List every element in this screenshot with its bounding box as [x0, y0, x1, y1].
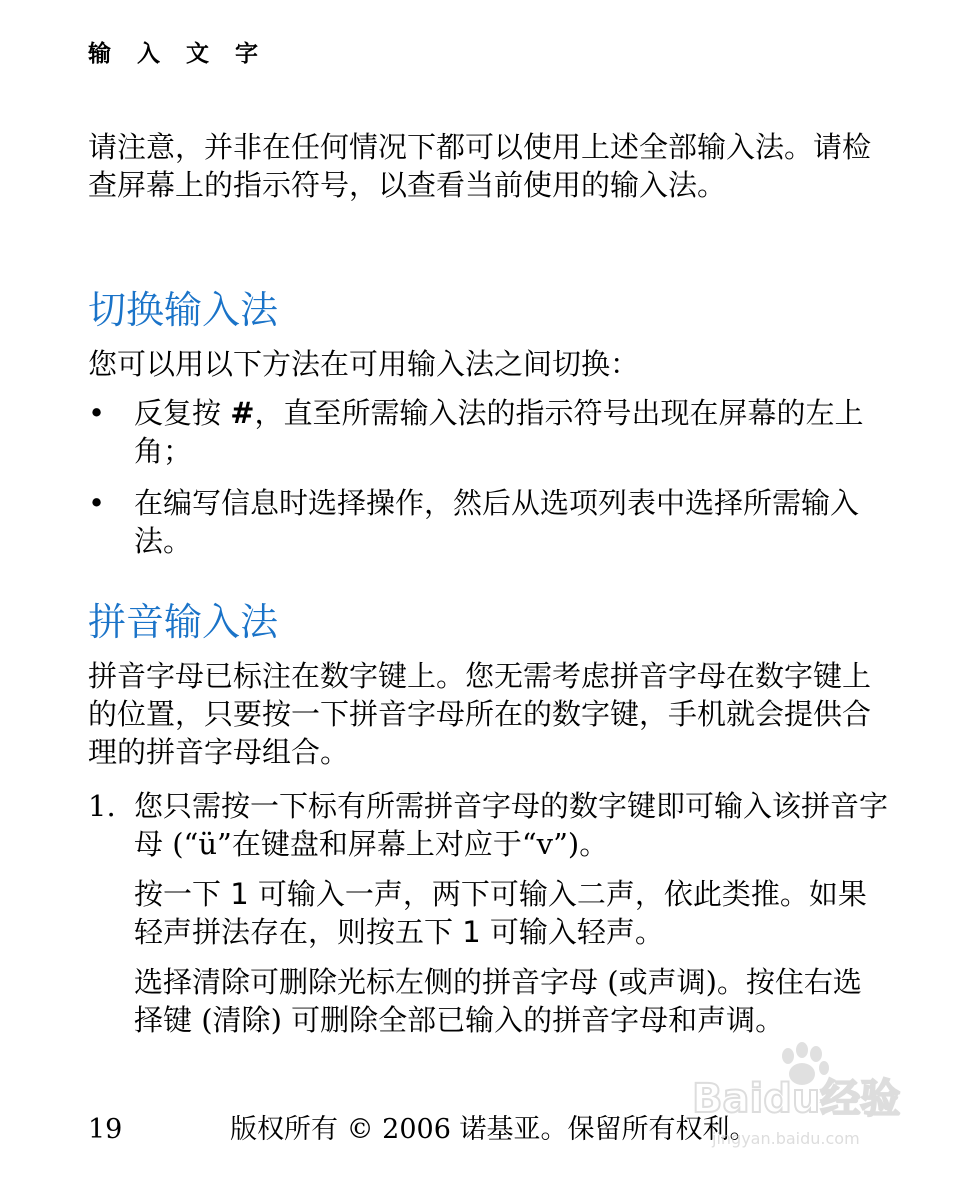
heading-switch-input-method: 切换输入法 — [88, 288, 279, 332]
options-menu-label: 操作 — [366, 486, 425, 520]
list-item — [88, 787, 888, 1039]
list-item-text: 反复按 #，直至所需输入法的指示符号出现在屏幕的左上角； — [134, 396, 864, 468]
tone-instructions: 按一下 1 可输入一声，两下可输入二声，依此类推。如果轻声拼法存在，则按五下 1 可输入轻声。 — [134, 877, 867, 949]
intro-paragraph: 请注意，并非在任何情况下都可以使用上述全部输入法。请检查屏幕上的指示符号，以查看当前使用的输入法。 — [88, 130, 872, 202]
step-text: 您只需按一下标有所需拼音字母的数字键即可输入该拼音字母 (“ü”在键盘和屏幕上对应于“v”)。 — [134, 789, 889, 861]
watermark-url: jingyan.baidu.com — [712, 1129, 860, 1148]
key-label-1: 1 — [230, 877, 249, 911]
pinyin-lead-paragraph: 拼音字母已标注在数字键上。您无需考虑拼音字母在数字键上的位置，只要按一下拼音字母所在的数字键，手机就会提供合理的拼音字母组合。 — [88, 659, 872, 769]
copyright-notice: 版权所有 © 2006 诺基亚。保留所有权利。 — [230, 1114, 757, 1145]
key-label-1: 1 — [462, 915, 481, 949]
watermark-brand: Baidu经验 — [692, 1076, 901, 1122]
page-number: 19 — [88, 1114, 123, 1145]
heading-pinyin-input: 拼音输入法 — [88, 600, 279, 644]
list-item — [88, 394, 888, 470]
switch-methods-list — [88, 394, 888, 560]
clear-label: 清除 — [212, 1003, 271, 1037]
clear-label: 清除 — [192, 965, 251, 999]
step-number: 1. — [88, 789, 116, 823]
list-item-text: 在编写信息时选择操作，然后从选项列表中选择所需输入法。 — [134, 486, 860, 558]
hash-key-label: # — [230, 396, 255, 430]
bullet-marker: • — [88, 486, 106, 520]
list-item — [88, 484, 888, 560]
pinyin-steps-list — [88, 787, 888, 1039]
clear-instructions: 选择清除可删除光标左侧的拼音字母 (或声调)。按住右选择键 (清除) 可删除全部已输入的拼音字母和声调。 — [134, 965, 862, 1037]
running-header: 输 入 文 字 — [88, 41, 268, 67]
baidu-watermark-logo — [690, 1040, 920, 1150]
switch-lead-paragraph: 您可以用以下方法在可用输入法之间切换： — [88, 347, 640, 381]
bullet-marker: • — [88, 396, 106, 430]
